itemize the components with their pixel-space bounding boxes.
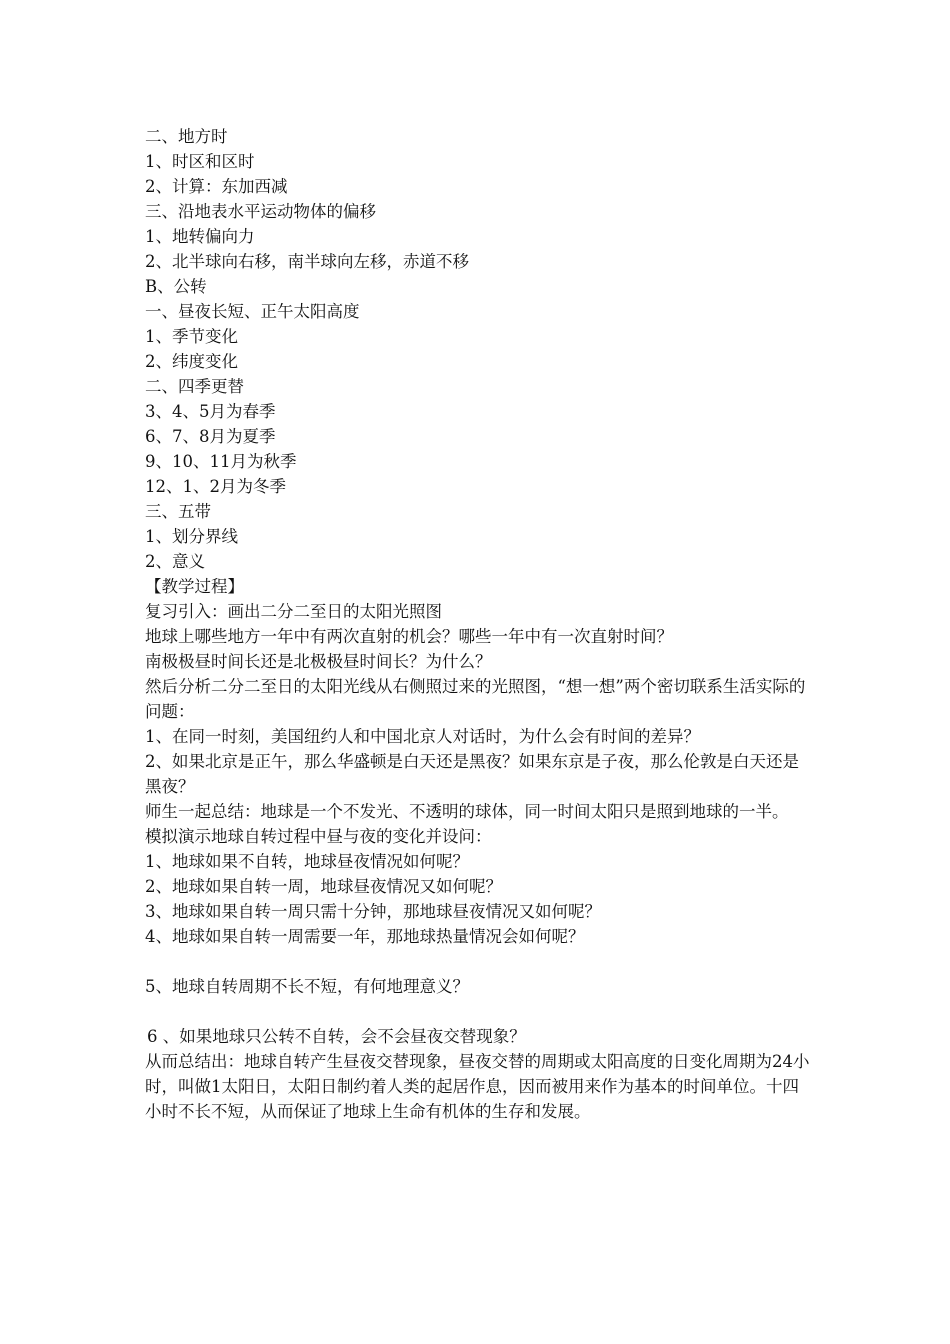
blank-line (145, 999, 810, 1024)
list-item: 2、计算：东加西减 (145, 177, 288, 196)
list-item: 4、地球如果自转一周需要一年，那地球热量情况会如何呢？ (145, 927, 585, 946)
paragraph: 地球上哪些地方一年中有两次直射的机会？哪些一年中有一次直射时间？ (145, 627, 673, 646)
paragraph: 复习引入：画出二分二至日的太阳光照图 (145, 602, 442, 621)
list-item: 5、地球自转周期不长不短，有何地理意义？ (145, 977, 469, 996)
list-item: 1、地球如果不自转，地球昼夜情况如何呢？ (145, 852, 469, 871)
section-heading-teaching-process: 【教学过程】 (145, 577, 244, 596)
list-item: 9、10、11月为秋季 (145, 452, 297, 471)
paragraph: 南极极昼时间长还是北极极昼时间长？为什么？ (145, 652, 492, 671)
section-heading-revolution: B、公转 (145, 277, 207, 296)
list-item: 1、时区和区时 (145, 152, 255, 171)
list-item: 2、北半球向右移，南半球向左移，赤道不移 (145, 252, 469, 271)
section-heading-seasons: 二、四季更替 (145, 377, 244, 396)
blank-line (145, 949, 810, 974)
list-item: 3、4、5月为春季 (145, 402, 276, 421)
list-item: 6、7、8月为夏季 (145, 427, 276, 446)
paragraph: 从而总结出：地球自转产生昼夜交替现象，昼夜交替的周期或太阳高度的日变化周期为24小时，叫做1太阳日，太阳日制约着人类的起居作息，因而被用来作为基本的时间单位。十四小时不长不短，从而保证了地球上生命有机体的生存和发展。 (145, 1052, 810, 1121)
paragraph: 师生一起总结：地球是一个不发光、不透明的球体，同一时间太阳只是照到地球的一半。 (145, 802, 789, 821)
list-item: 2、如果北京是正午，那么华盛顿是白天还是黑夜？如果东京是子夜，那么伦敦是白天还是黑夜？ (145, 752, 799, 796)
list-item: 1、季节变化 (145, 327, 238, 346)
section-heading-five-zones: 三、五带 (145, 502, 211, 521)
list-item: 2、地球如果自转一周，地球昼夜情况又如何呢？ (145, 877, 502, 896)
list-item: 6 、如果地球只公转不自转，会不会昼夜交替现象？ (147, 1027, 526, 1046)
list-item: 1、划分界线 (145, 527, 238, 546)
list-item: 2、意义 (145, 552, 205, 571)
document-body (145, 124, 810, 1124)
section-heading-day-length: 一、昼夜长短、正午太阳高度 (145, 302, 360, 321)
list-item: 1、在同一时刻，美国纽约人和中国北京人对话时，为什么会有时间的差异？ (145, 727, 700, 746)
section-heading-deflection: 三、沿地表水平运动物体的偏移 (145, 202, 376, 221)
list-item: 3、地球如果自转一周只需十分钟，那地球昼夜情况又如何呢？ (145, 902, 601, 921)
paragraph: 然后分析二分二至日的太阳光线从右侧照过来的光照图，“想一想”两个密切联系生活实际的问题： (145, 677, 806, 721)
section-heading-local-time: 二、地方时 (145, 127, 228, 146)
list-item: 12、1、2月为冬季 (145, 477, 286, 496)
list-item: 2、纬度变化 (145, 352, 238, 371)
list-item: 1、地转偏向力 (145, 227, 255, 246)
paragraph: 模拟演示地球自转过程中昼与夜的变化并设问： (145, 827, 492, 846)
